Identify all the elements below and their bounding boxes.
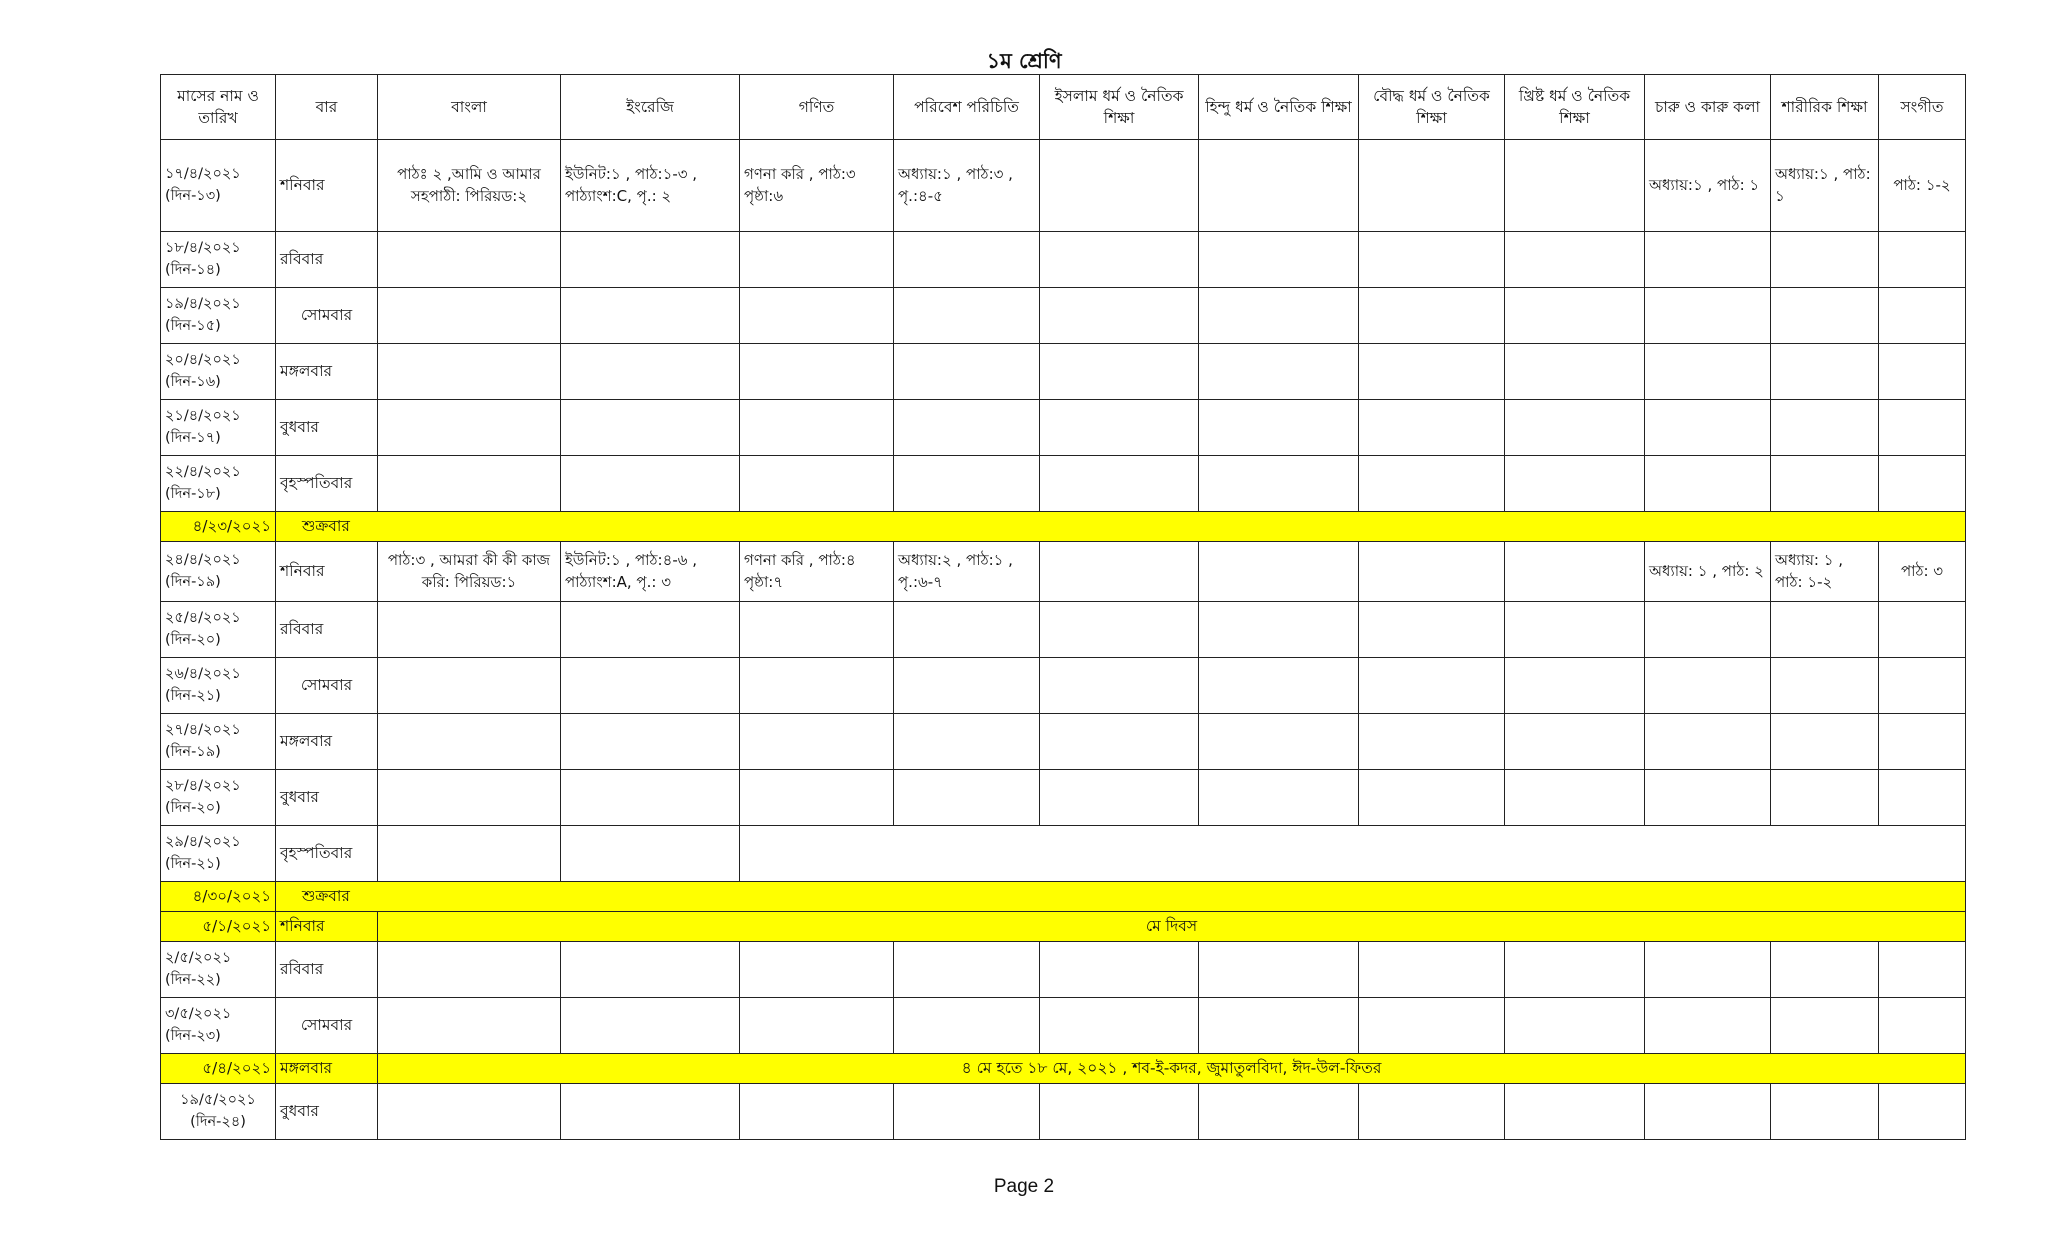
pe-cell: অধ্যায়:১ , পাঠ: ১ [1771,140,1879,232]
date-cell: ১৯/৪/২০২১ (দিন-১৫) [161,288,276,344]
table-row [161,998,1966,1054]
day-cell: মঙ্গলবার [276,344,378,400]
date-cell: ২৬/৪/২০২১ (দিন-২১) [161,658,276,714]
date-cell: ২৮/৪/২০২১ (দিন-২০) [161,770,276,826]
table-row [161,714,1966,770]
col-header-date: মাসের নাম ও তারিখ [161,75,276,140]
date-cell: ২/৫/২০২১ (দিন-২২) [161,942,276,998]
date-cell: ২৫/৪/২০২১ (দিন-২০) [161,602,276,658]
table-row [161,456,1966,512]
arts-cell: অধ্যায়:১ , পাঠ: ১ [1645,140,1771,232]
day-cell: বুধবার [276,400,378,456]
table-row [161,400,1966,456]
arts-cell: অধ্যায়: ১ , পাঠ: ২ [1645,542,1771,602]
table-row [161,542,1966,602]
day-cell: রবিবার [276,232,378,288]
date-cell: ১৯/৫/২০২১ (দিন-২৪) [161,1084,276,1140]
holiday-row [161,1054,1966,1084]
env-cell: অধ্যায়:১ , পাঠ:৩ , পৃ.:৪-৫ [894,140,1040,232]
holiday-day: শুক্রবার [276,512,1966,542]
table-row [161,344,1966,400]
table-row [161,140,1966,232]
merged-empty-cell [740,826,1966,882]
english-cell: ইউনিট:১ , পাঠ:১-৩ , পাঠ্যাংশ:C, পৃ.: ২ [561,140,740,232]
holiday-date: ৪/৩০/২০২১ [161,882,276,912]
buddha-cell [1359,140,1505,232]
table-row [161,1084,1966,1140]
day-cell: শনিবার [276,140,378,232]
table-row [161,826,1966,882]
col-header-arts: চারু ও কারু কলা [1645,75,1771,140]
header-row [161,75,1966,140]
islam-cell [1040,542,1199,602]
holiday-day: শুক্রবার [276,882,1966,912]
math-cell: গণনা করি , পাঠ:৩ পৃষ্ঠা:৬ [740,140,894,232]
col-header-islam: ইসলাম ধর্ম ও নৈতিক শিক্ষা [1040,75,1199,140]
day-cell: বৃহস্পতিবার [276,456,378,512]
date-cell: ১৭/৪/২০২১ (দিন-১৩) [161,140,276,232]
bangla-cell: পাঠ:৩ , আমরা কী কী কাজ করি: পিরিয়ড:১ [378,542,561,602]
env-cell: অধ্যায়:২ , পাঠ:১ , পৃ.:৬-৭ [894,542,1040,602]
hindu-cell [1199,140,1359,232]
table-row [161,232,1966,288]
music-cell: পাঠ: ৩ [1879,542,1966,602]
pe-cell: অধ্যায়: ১ , পাঠ: ১-২ [1771,542,1879,602]
col-header-env: পরিবেশ পরিচিতি [894,75,1040,140]
holiday-date: ৫/১/২০২১ [161,912,276,942]
holiday-row [161,912,1966,942]
date-cell: ২৯/৪/২০২১ (দিন-২১) [161,826,276,882]
date-cell: ২২/৪/২০২১ (দিন-১৮) [161,456,276,512]
holiday-note: ৪ মে হতে ১৮ মে, ২০২১ , শব-ই-কদর, জুমাতুলবিদা, ঈদ-উল-ফিতর [378,1054,1966,1084]
english-cell: ইউনিট:১ , পাঠ:৪-৬ , পাঠ্যাংশ:A, পৃ.: ৩ [561,542,740,602]
date-cell: ৩/৫/২০২১ (দিন-২৩) [161,998,276,1054]
day-cell: সোমবার [276,658,378,714]
holiday-date: ৪/২৩/২০২১ [161,512,276,542]
col-header-bangla: বাংলা [378,75,561,140]
holiday-date: ৫/৪/২০২১ [161,1054,276,1084]
day-cell: সোমবার [276,288,378,344]
bangla-cell: পাঠঃ ২ ,আমি ও আমার সহপাঠী: পিরিয়ড:২ [378,140,561,232]
col-header-pe: শারীরিক শিক্ষা [1771,75,1879,140]
day-cell: রবিবার [276,942,378,998]
col-header-day: বার [276,75,378,140]
christ-cell [1505,140,1645,232]
holiday-row [161,882,1966,912]
buddha-cell [1359,542,1505,602]
col-header-christ: খ্রিষ্ট ধর্ম ও নৈতিক শিক্ষা [1505,75,1645,140]
islam-cell [1040,140,1199,232]
table-row [161,942,1966,998]
day-cell: শনিবার [276,542,378,602]
page-title: ১ম শ্রেণি [986,49,1062,73]
page-number: Page 2 [993,1176,1055,1197]
holiday-day: মঙ্গলবার [276,1054,378,1084]
day-cell: রবিবার [276,602,378,658]
col-header-buddha: বৌদ্ধ ধর্ম ও নৈতিক শিক্ষা [1359,75,1505,140]
math-cell: গণনা করি , পাঠ:৪ পৃষ্ঠা:৭ [740,542,894,602]
hindu-cell [1199,542,1359,602]
music-cell: পাঠ: ১-২ [1879,140,1966,232]
class-routine-table [160,74,1966,1140]
day-cell: সোমবার [276,998,378,1054]
holiday-day: শনিবার [276,912,378,942]
date-cell: ২৪/৪/২০২১ (দিন-১৯) [161,542,276,602]
day-cell: বৃহস্পতিবার [276,826,378,882]
table-row [161,770,1966,826]
col-header-english: ইংরেজি [561,75,740,140]
date-cell: ১৮/৪/২০২১ (দিন-১৪) [161,232,276,288]
day-cell: মঙ্গলবার [276,714,378,770]
col-header-math: গণিত [740,75,894,140]
col-header-music: সংগীত [1879,75,1966,140]
day-cell: বুধবার [276,770,378,826]
holiday-row [161,512,1966,542]
col-header-hindu: হিন্দু ধর্ম ও নৈতিক শিক্ষা [1199,75,1359,140]
table-row [161,602,1966,658]
date-cell: ২০/৪/২০২১ (দিন-১৬) [161,344,276,400]
christ-cell [1505,542,1645,602]
day-cell: বুধবার [276,1084,378,1140]
table-row [161,288,1966,344]
date-cell: ২১/৪/২০২১ (দিন-১৭) [161,400,276,456]
holiday-note: মে দিবস [378,912,1966,942]
date-cell: ২৭/৪/২০২১ (দিন-১৯) [161,714,276,770]
table-row [161,658,1966,714]
